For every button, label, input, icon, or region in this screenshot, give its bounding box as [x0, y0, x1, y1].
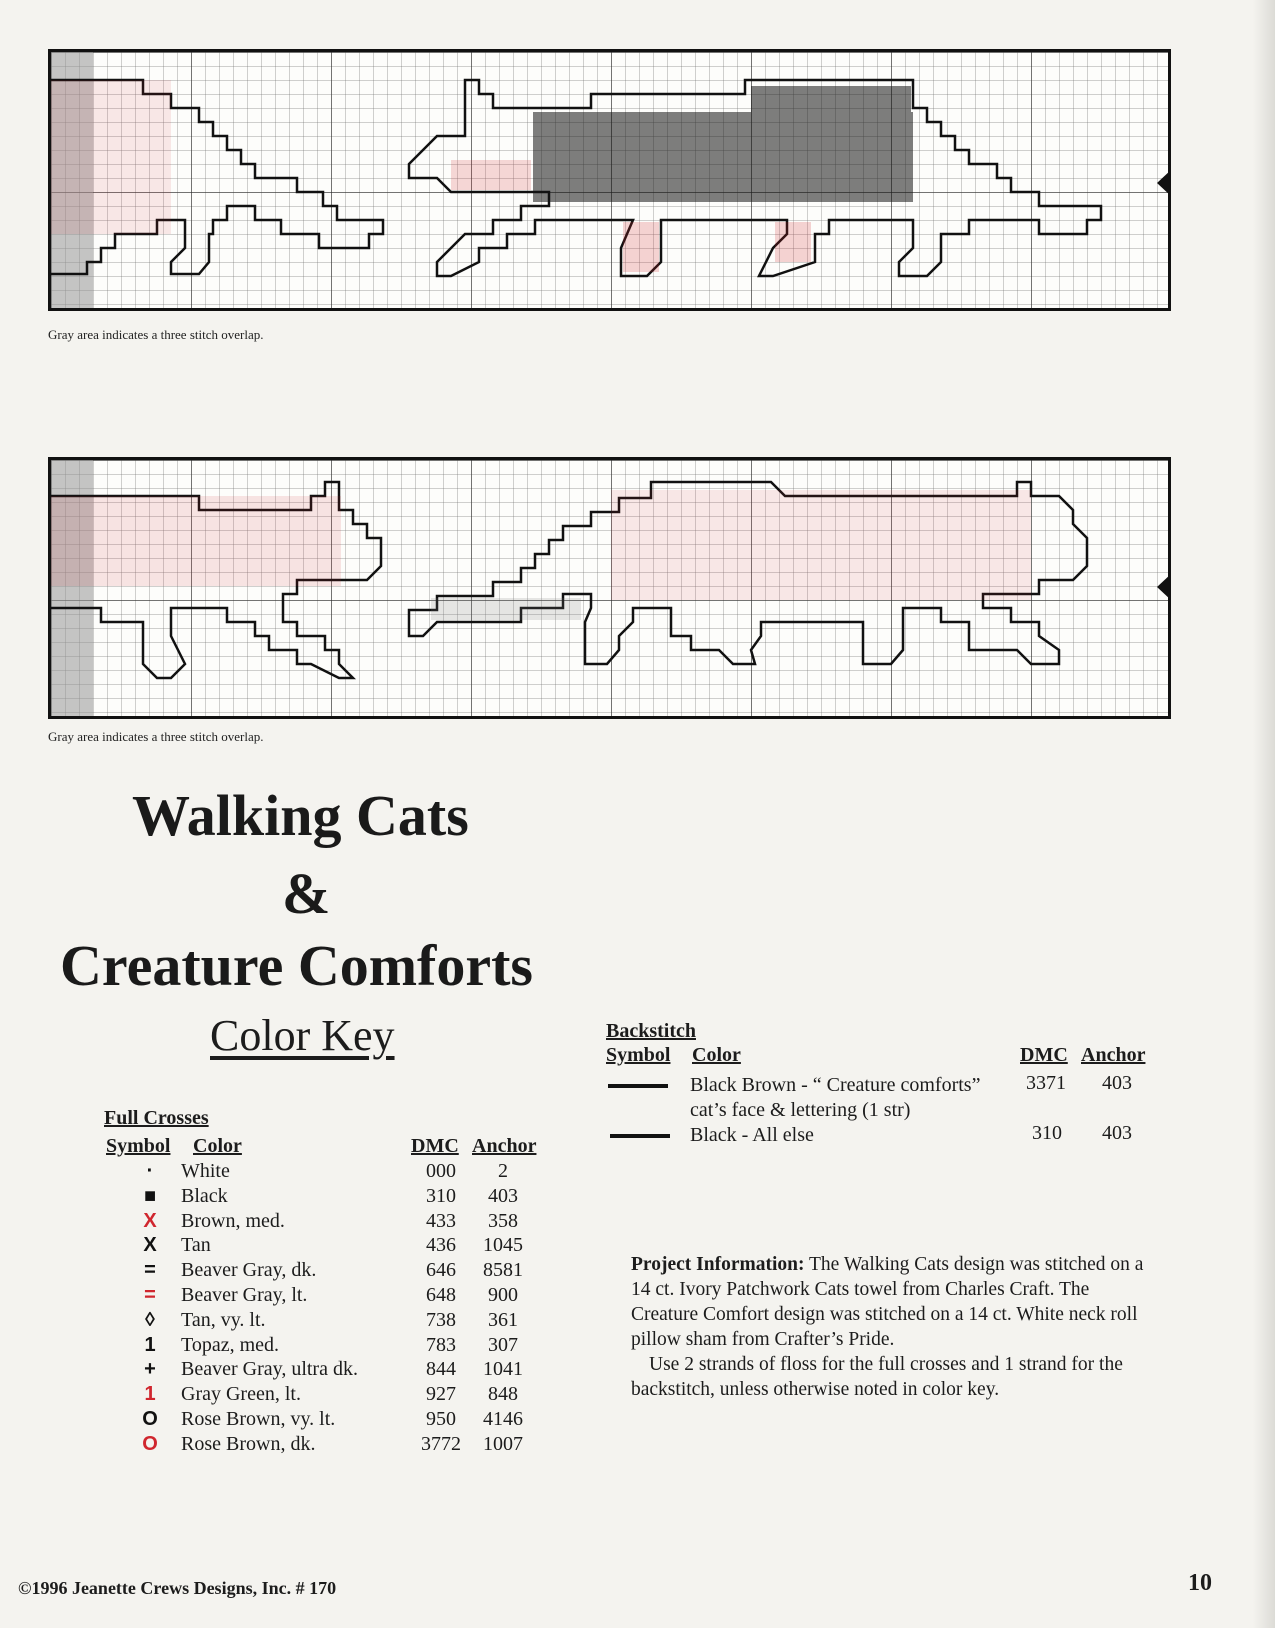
- color-symbol: 1: [144, 1383, 156, 1406]
- project-info-floss-note: Use 2 strands of floss for the full crosses and 1 strand for the backstitch, unless otherwise noted in color key.: [631, 1354, 1123, 1400]
- full-crosses-table: [0, 1160, 560, 1460]
- color-name: Gray Green, lt.: [181, 1383, 301, 1406]
- color-key-row: [0, 1408, 560, 1433]
- color-symbol: O: [142, 1432, 158, 1455]
- color-symbol: =: [144, 1259, 156, 1282]
- anchor-number: 403: [488, 1184, 518, 1207]
- dmc-number: 433: [426, 1209, 456, 1232]
- chart-1-caption: Gray area indicates a three stitch overlap.: [48, 327, 264, 342]
- dmc-number: 3772: [421, 1432, 461, 1455]
- anchor-number: 307: [488, 1333, 518, 1356]
- color-symbol: X: [143, 1234, 157, 1257]
- backstitch-col-color: Color: [692, 1044, 741, 1066]
- color-name: Rose Brown, vy. lt.: [181, 1408, 336, 1430]
- anchor-number: 361: [488, 1308, 518, 1331]
- color-symbol: ■: [143, 1184, 157, 1207]
- anchor-number: 358: [488, 1209, 518, 1232]
- copyright-notice: ©1996 Jeanette Crews Designs, Inc. # 170: [18, 1578, 337, 1598]
- chart-2-motifs: [51, 460, 1168, 716]
- gray-cat-body-fill: [431, 490, 1031, 620]
- title-ampersand: &: [282, 861, 331, 926]
- color-symbol: ·: [146, 1160, 154, 1182]
- color-name: Topaz, med.: [181, 1333, 280, 1356]
- anchor-number: 1007: [483, 1432, 523, 1455]
- project-info-text: The Walking Cats design was stitched on a 14 ct. Ivory Patchwork Cats towel from Charles Craft. The Creature Comfort design was stitched on a 14 ct. White neck roll pillow sham from Crafter’s Pride.: [631, 1254, 1144, 1350]
- backstitch-col-symbol: Symbol: [606, 1044, 671, 1066]
- full-crosses-heading: Full Crosses: [104, 1107, 209, 1129]
- color-name: Tan: [181, 1234, 211, 1257]
- color-key-row: [0, 1383, 560, 1408]
- project-info-label: Project Information:: [631, 1254, 805, 1275]
- anchor-number: 1041: [483, 1358, 523, 1381]
- chart-1-motifs: [51, 52, 1168, 308]
- dmc-number: 927: [426, 1383, 456, 1406]
- anchor-number: 2: [498, 1160, 508, 1182]
- color-symbol: =: [144, 1284, 156, 1306]
- color-symbol: +: [144, 1358, 156, 1381]
- cross-stitch-chart-walking-cats: [48, 49, 1171, 311]
- partial-cat-left-fill: [51, 80, 171, 234]
- full-crosses-col-dmc: DMC: [411, 1135, 459, 1157]
- page-edge-shadow: [1253, 0, 1275, 1628]
- color-key-row: [0, 1185, 560, 1210]
- color-name: Beaver Gray, dk.: [181, 1259, 317, 1282]
- dmc-number: 844: [426, 1358, 456, 1381]
- backstitch-row-2-dmc: 310: [1032, 1122, 1062, 1144]
- color-symbol: X: [143, 1209, 157, 1232]
- color-key-row: [0, 1259, 560, 1284]
- backstitch-row-2-anchor: 403: [1102, 1122, 1132, 1144]
- color-symbol: 1: [144, 1333, 156, 1356]
- chart-2-caption: Gray area indicates a three stitch overlap.: [48, 729, 264, 744]
- backstitch-row-1-anchor: 403: [1102, 1072, 1132, 1094]
- full-crosses-col-symbol: Symbol: [106, 1135, 171, 1157]
- page-number: 10: [1188, 1570, 1212, 1596]
- color-name: Tan, vy. lt.: [181, 1308, 266, 1331]
- color-name: Beaver Gray, ultra dk.: [181, 1358, 358, 1381]
- full-crosses-col-color: Color: [193, 1135, 242, 1157]
- color-key-row: [0, 1433, 560, 1458]
- full-crosses-col-anchor: Anchor: [472, 1135, 537, 1157]
- color-key-row: [0, 1234, 560, 1259]
- backstitch-row-1-dmc: 3371: [1026, 1072, 1066, 1094]
- color-symbol: O: [142, 1408, 158, 1430]
- anchor-number: 1045: [483, 1234, 523, 1257]
- color-name: Black: [181, 1184, 228, 1207]
- backstitch-col-dmc: DMC: [1020, 1044, 1068, 1066]
- dmc-number: 646: [426, 1259, 456, 1282]
- color-key-heading: Color Key: [210, 1011, 395, 1060]
- backstitch-row-1-color: Black Brown - “ Creature comforts”: [690, 1074, 981, 1096]
- title-walking-cats: Walking Cats: [132, 783, 469, 848]
- dmc-number: 783: [426, 1333, 456, 1356]
- color-key-row: [0, 1210, 560, 1235]
- color-key-row: [0, 1334, 560, 1359]
- anchor-number: 4146: [483, 1408, 523, 1430]
- project-information: [631, 1252, 1151, 1402]
- color-name: Rose Brown, dk.: [181, 1432, 316, 1455]
- color-name: Brown, med.: [181, 1209, 285, 1232]
- dmc-number: 738: [426, 1308, 456, 1331]
- anchor-number: 848: [488, 1383, 518, 1406]
- backstitch-row-2-color: Black - All else: [690, 1124, 814, 1146]
- color-name: Beaver Gray, lt.: [181, 1284, 308, 1306]
- dmc-number: 648: [426, 1284, 456, 1306]
- backstitch-col-anchor: Anchor: [1081, 1044, 1146, 1066]
- dmc-number: 310: [426, 1184, 456, 1207]
- partial-cat-tan-fill: [51, 496, 341, 586]
- color-key-row: [0, 1358, 560, 1383]
- color-name: White: [181, 1160, 230, 1182]
- chart-center-marker: [1157, 170, 1171, 196]
- color-key-row: [0, 1284, 560, 1309]
- dmc-number: 950: [426, 1408, 456, 1430]
- color-symbol: ◊: [145, 1308, 155, 1331]
- backstitch-line-symbol: [608, 1084, 668, 1088]
- chart-center-marker: [1157, 574, 1171, 600]
- dmc-number: 436: [426, 1234, 456, 1257]
- dmc-number: 000: [426, 1160, 456, 1182]
- anchor-number: 900: [488, 1284, 518, 1306]
- title-creature-comforts: Creature Comforts: [60, 933, 533, 998]
- cross-stitch-chart-creature-comforts: [48, 457, 1171, 719]
- color-key-row: [0, 1309, 560, 1334]
- anchor-number: 8581: [483, 1259, 523, 1282]
- backstitch-heading: Backstitch: [606, 1020, 696, 1042]
- backstitch-row-1-color-cont: cat’s face & lettering (1 str): [690, 1099, 911, 1121]
- black-cat-body-fill: [451, 86, 913, 272]
- backstitch-line-symbol: [610, 1134, 670, 1138]
- color-key-row: [0, 1160, 560, 1185]
